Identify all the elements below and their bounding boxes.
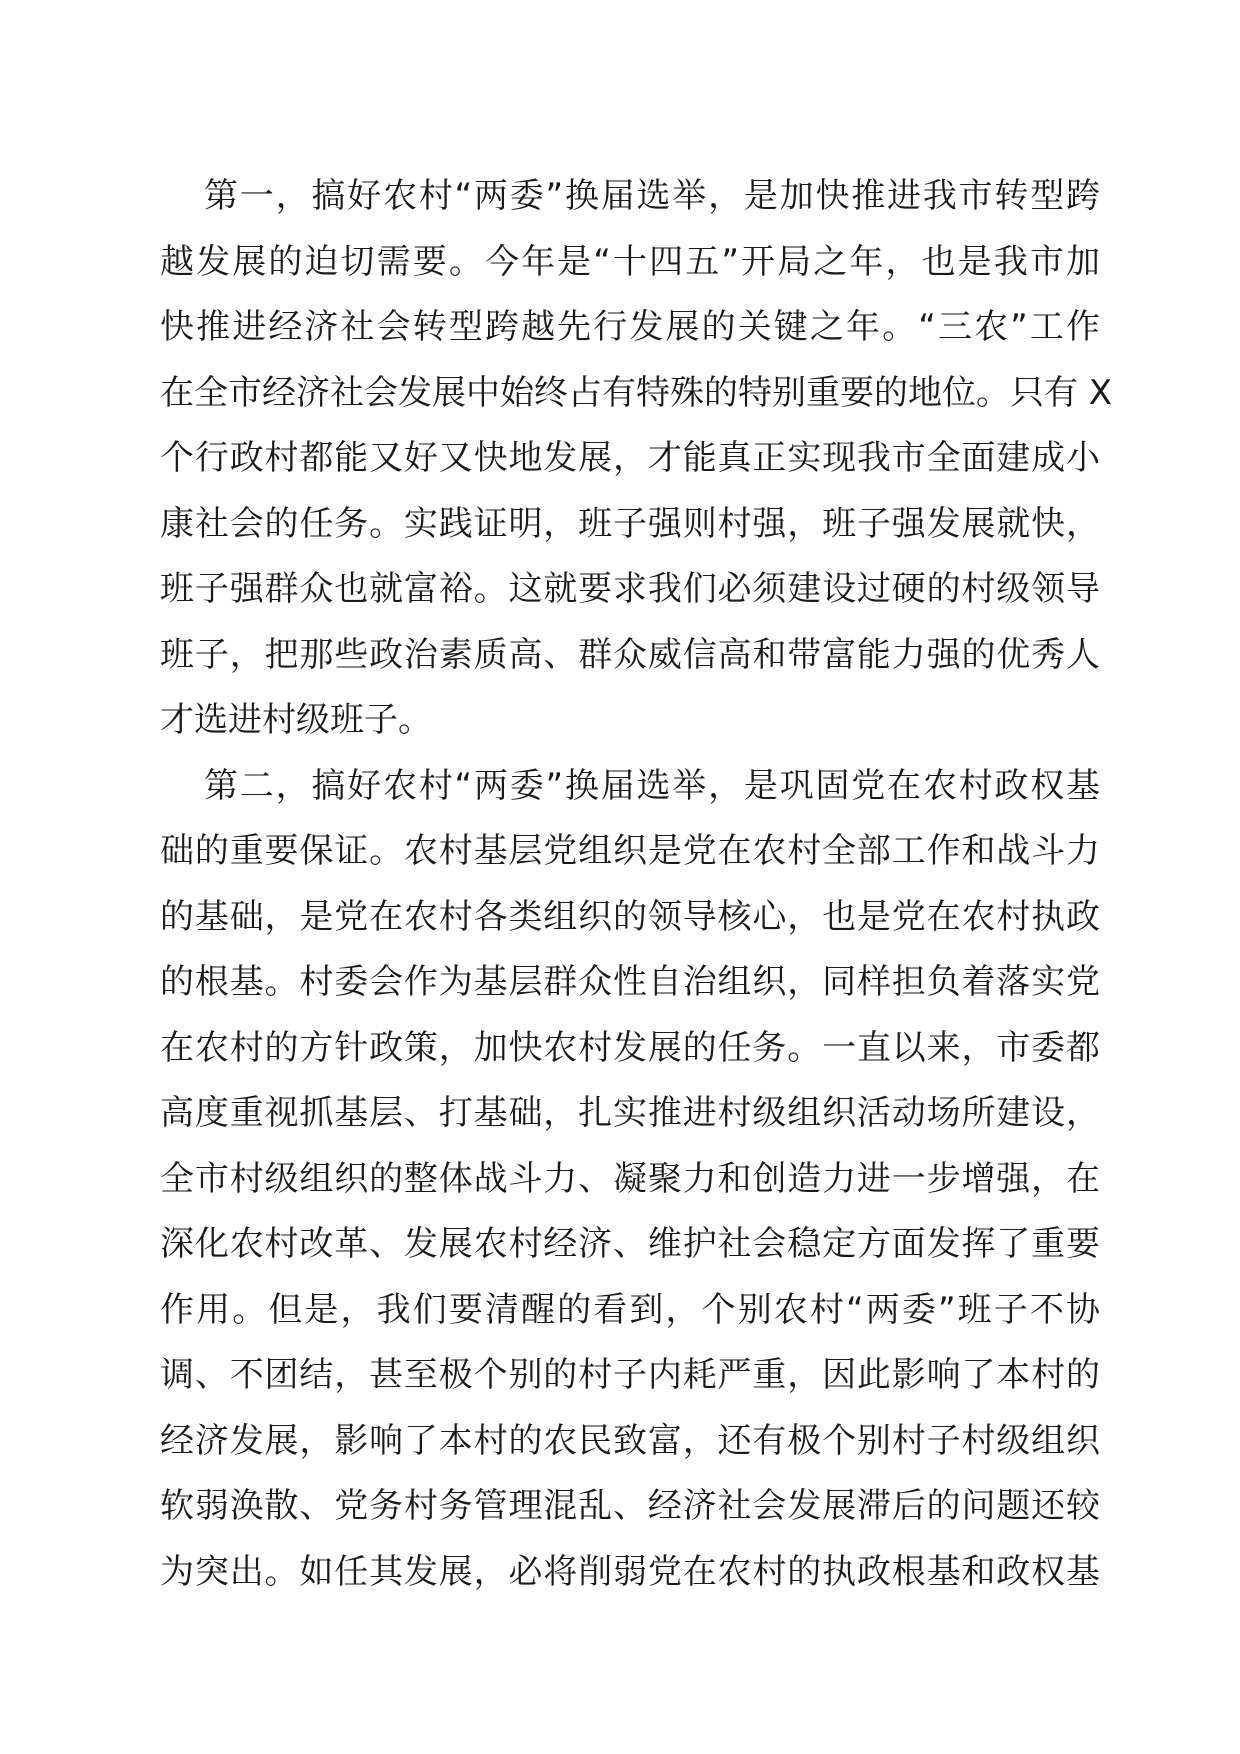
text-line: 康社会的任务。实践证明，班子强则村强，班子强发展就快， <box>160 503 1100 544</box>
text-line: 的基础，是党在农村各类组织的领导核心，也是党在农村执政 <box>160 896 1100 937</box>
text-line: 第二，搞好农村“两委”换届选举，是巩固党在农村政权基 <box>204 765 1100 806</box>
text-line: 在全市经济社会发展中始终占有特殊的特别重要的地位。只有 X <box>160 372 1113 413</box>
text-line: 第一，搞好农村“两委”换届选举，是加快推进我市转型跨 <box>204 176 1100 216</box>
text-line: 班子，把那些政治素质高、群众威信高和带富能力强的优秀人 <box>160 634 1100 675</box>
text-line: 才选进村级班子。 <box>160 700 432 740</box>
body-text <box>160 164 1113 1605</box>
text-line: 越发展的迫切需要。今年是“十四五”开局之年，也是我市加 <box>160 241 1100 282</box>
text-line: 高度重视抓基层、打基础，扎实推进村级组织活动场所建设， <box>160 1093 1100 1133</box>
text-line: 班子强群众也就富裕。这就要求我们必须建设过硬的村级领导 <box>160 569 1100 609</box>
paragraph-1 <box>160 164 1113 754</box>
text-line: 个行政村都能又好又快地发展，才能真正实现我市全面建成小 <box>160 438 1100 478</box>
text-line: 调、不团结，甚至极个别的村子内耗严重，因此影响了本村的 <box>160 1355 1100 1395</box>
text-line: 深化农村改革、发展农村经济、维护社会稳定方面发挥了重要 <box>160 1224 1100 1264</box>
text-line: 经济发展，影响了本村的农民致富，还有极个别村子村级组织 <box>160 1420 1100 1461</box>
paragraph-2 <box>160 754 1100 1606</box>
text-line: 础的重要保证。农村基层党组织是党在农村全部工作和战斗力 <box>160 831 1100 871</box>
text-line: 为突出。如任其发展，必将削弱党在农村的执政根基和政权基 <box>160 1551 1100 1592</box>
text-line: 作用。但是，我们要清醒的看到，个别农村“两委”班子不协 <box>160 1289 1100 1330</box>
text-line: 快推进经济社会转型跨越先行发展的关键之年。“三农”工作 <box>160 307 1100 347</box>
text-line: 的根基。村委会作为基层群众性自治组织，同样担负着落实党 <box>160 962 1100 1002</box>
text-line: 软弱涣散、党务村务管理混乱、经济社会发展滞后的问题还较 <box>160 1486 1100 1526</box>
text-line: 在农村的方针政策，加快农村发展的任务。一直以来，市委都 <box>160 1027 1100 1068</box>
text-line: 全市村级组织的整体战斗力、凝聚力和创造力进一步增强，在 <box>160 1158 1100 1199</box>
